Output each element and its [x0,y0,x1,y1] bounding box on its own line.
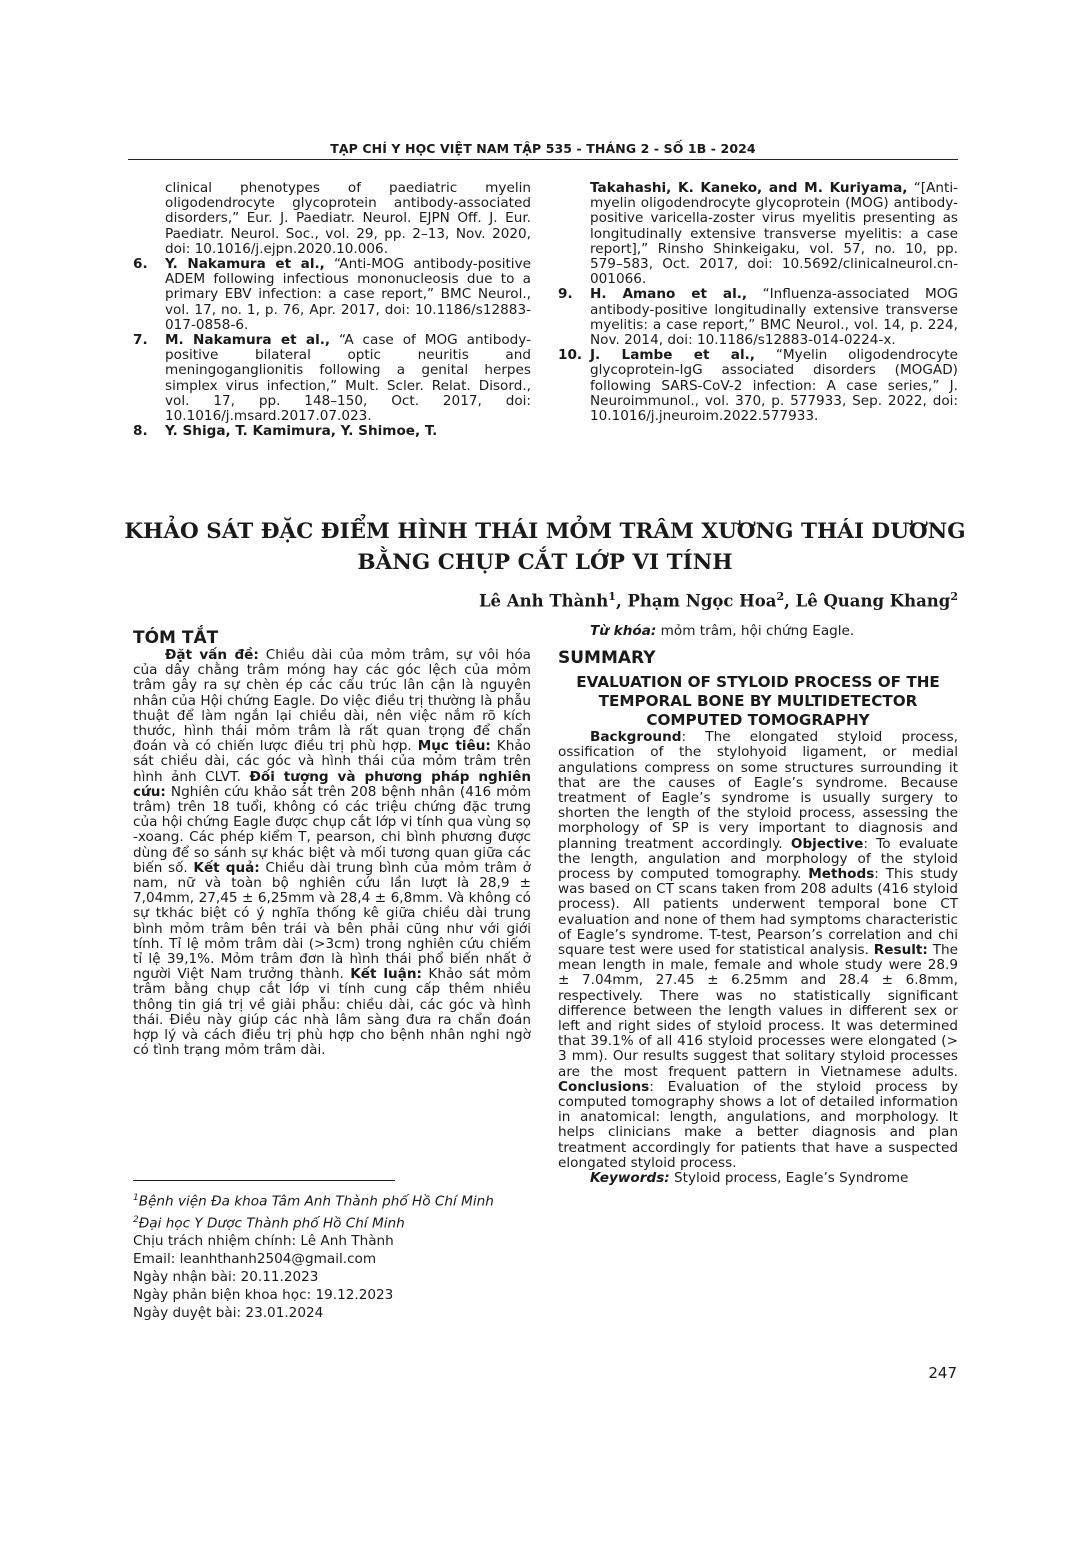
article-title [100,516,990,578]
corresponding-email: Email: leanhthanh2504@gmail.com [133,1251,377,1268]
label-methods-en: Methods [808,866,875,883]
reference-authors: Y. Shiga, T. Kamimura, Y. Shimoe, T. [165,423,438,440]
label-methods-vi: Đối tượng và phương pháp nghiên cứu: [133,768,531,800]
corresponding-author: Chịu trách nhiệm chính: Lê Anh Thành [133,1233,394,1250]
summary-heading: SUMMARY [558,648,656,669]
date-reviewed: Ngày phản biện khoa học: 19.12.2023 [133,1287,394,1304]
running-header: TẠP CHÍ Y HỌC VIỆT NAM TẬP 535 - THÁNG 2 - SỐ 1B - 2024 [330,141,756,156]
text-result-en: The mean length in male, female and whole study were 28.9 ± 7.04mm, 27.45 ± 6.25mm and 28.4 ± 6.8mm, respectively. There was no statistically significant difference between the length values in different sex or left and right sides of styloid process. It was determined that 39.1% of all 416 styloid processes were elongated (> 3 mm). Our results suggest that solitary styloid processes are the most frequent pattern in Vietnamese adults. [558,942,958,1080]
author-affiliation: 2 [950,590,958,603]
text-background-en: : The elongated styloid process, ossification of the stylohyoid ligament, or medial angulations compress on some structures surrounding it that are the causes of Eagle’s syndrome. Because treatment of Eagle’s syndrome is usually surgery to shorten the length of the styloid process, assessing the morphology of SP is very important to diagnosis and planning treatment accordingly. [558,729,958,852]
reference-authors: Y. Nakamura et al., [165,256,325,273]
keywords-text-vi: mỏm trâm, hội chứng Eagle. [656,623,855,639]
affiliation-2 [133,1211,531,1233]
footnotes [133,1189,531,1322]
page-number: 247 [928,1364,957,1382]
reference-text: “Influenza-associated MOG antibody-positive longitudinally extensive transverse myelitis: a case report,” BMC Neurol., vol. 14, p. 224, Nov. 2014, doi: 10.1186/s12883-014-0224-x. [590,286,959,349]
label-conclusions-en: Conclusions [558,1078,650,1095]
author-name: Lê Anh Thành [478,591,609,611]
references-right-column [558,181,958,424]
reference-text: “[Anti-myelin oligodendrocyte glycoprotein (MOG) antibody-positive varicella-zoster virus myelitis presenting as longitudinally extensive transverse myelitis: a case report],” Rinsho Shinkeigaku, vol. 57, no. 10, pp. 579–583, Oct. 2017, doi: 10.5692/clinicalneurol.cn-001066. [590,180,959,288]
reference-8-continuation [558,181,958,287]
affiliation-marker: 1 [133,1193,139,1203]
reference-10 [558,348,958,424]
abstract-body-en [558,730,958,1171]
date-received: Ngày nhận bài: 20.11.2023 [133,1269,319,1286]
reference-authors: J. Lambe et al., [590,347,755,364]
reference-number: 9. [558,286,573,303]
reference-text: “A case of MOG antibody-positive bilateral optic neuritis and meningoganglionitis following a genital herpes simplex virus infection,” Mult. Scler. Relat. Disord., vol. 17, pp. 148–150, Oct. 2017, doi: 10.1016/j.msard.2017.07.023. [165,332,531,425]
reference-8 [133,424,531,439]
reference-number: 8. [133,423,148,440]
text-conclusions-en: : Evaluation of the styloid process by computed tomography shows a lot of detailed information in anatomical: length, angulations, and morphology. It helps clinicians make a better diagnosis and plan treatment accordingly for patients that have a suspected elongated styloid process. [558,1078,958,1171]
keywords-text-en: Styloid process, Eagle’s Syndrome [669,1170,909,1187]
keywords-en [558,1171,958,1186]
keywords-label-en: Keywords: [590,1170,670,1187]
reference-text: “Myelin oligodendrocyte glycoprotein-IgG associated disorders (MOGAD) following SARS-CoV-2 infection: A case series,” J. Neuroimmunol., vol. 370, p. 577933, Sep. 2022, doi: 10.1016/j.jneuroim.2022.577933. [590,347,958,425]
author-separator: , [615,591,628,611]
author-affiliation: 1 [608,590,616,603]
keywords-vi [558,624,958,639]
author-name: Phạm Ngọc Hoa [627,591,777,611]
text-results-vi: Chiều dài trung bình của mỏm trâm ở nam, nữ và toàn bộ nghiên cứu lần lượt là 28,9 ± 7,04mm, 27,45 ± 6,25mm và 28,4 ± 6,8mm. Và không có sự tkhác biệt có ý nghĩa thống kê giữa chiều dài trung bình mỏm trâm bên trái và bên phải cũng như với giới tính. Tỉ lệ mỏm trâm dài (>3cm) trong nghiên cứu chiếm tỉ lệ 39,1%. Mỏm trâm đơn là hình thái phổ biến nhất ở người Việt Nam trưởng thành. [133,859,531,983]
label-background-en: Background [590,729,682,746]
reference-authors: H. Amano et al., [590,286,748,303]
reference-text: “Anti-MOG antibody-positive ADEM following infectious mononucleosis due to a primary EBV infection: a case report,” BMC Neurol., vol. 17, no. 1, p. 76, Apr. 2017, doi: 10.1186/s12883-017-0858-6. [165,256,531,333]
reference-number: 7. [133,332,148,349]
reference-authors: M. Nakamura et al., [165,332,331,349]
label-objective-en: Objective [790,835,864,852]
label-result-en: Result: [873,942,928,959]
abstract-heading-vi: TÓM TẮT [133,628,219,648]
label-objective-vi: Mục tiêu: [417,738,491,755]
affiliation-marker: 2 [133,1214,139,1225]
reference-5-continuation: clinical phenotypes of paediatric myelin oligodendrocyte glycoprotein antibody-associated disorders,” Eur. J. Paediatr. Neurol. EJPN Off. J. Eur. Paediatr. Neurol. Soc., vol. 29, pp. 2–13, Nov. 2020, doi: 10.1016/j.ejpn.2020.10.006. [165,180,531,257]
reference-number: 6. [133,256,148,273]
affiliation-text: Đại học Y Dược Thành phố Hồ Chí Minh [138,1215,405,1232]
reference-7 [133,333,531,424]
article-title-line-1: KHẢO SÁT ĐẶC ĐIỂM HÌNH THÁI MỎM TRÂM XƯƠNG THÁI DƯƠNG [124,519,966,544]
affiliation-text: Bệnh viện Đa khoa Tâm Anh Thành phố Hồ Chí Minh [138,1193,494,1210]
text-methods-en: : This study was based on CT scans taken from 208 adults (416 styloid process). All patients underwent temporal bone CT evaluation and none of them had symptoms characteristic of Eagle’s syndrome. T-test, Pearson’s correlation and chi square test were used for statistical analysis. [558,866,958,959]
author-affiliation: 2 [776,590,785,603]
reference-authors: Takahashi, K. Kaneko, and M. Kuriyama, [590,180,908,196]
reference-6 [133,257,531,333]
keywords-label-vi: Từ khóa: [590,623,657,639]
abstract-body-vi [133,648,531,1058]
text-objective-vi: Khảo sát chiều dài, các góc và hình thái của mỏm trâm trên hình ảnh CLVT. [133,738,531,785]
vietnamese-abstract [133,628,531,1058]
header-rule [128,159,958,160]
label-results-vi: Kết quả: [193,859,260,876]
date-accepted: Ngày duyệt bài: 23.01.2024 [133,1305,324,1322]
author-name: Lê Quang Khang [795,591,951,611]
footnote-rule [133,1180,395,1181]
label-conclusion-vi: Kết luận: [350,966,422,983]
english-abstract-column [558,624,958,1186]
text-methods-vi: Nghiên cứu khảo sát trên 208 bệnh nhân (416 mỏm trâm) trên 18 tuổi, không có các triệu chứng đặc trưng của hội chứng Eagle được chụp cắt lớp vi tính qua vùng sọ -xoang. Các phép kiểm T, pearson, chi bình phương được dùng để so sánh sự khác biệt và mối tương quan giữa các biến số. [133,783,531,876]
reference-9 [558,287,958,348]
affiliation-1 [133,1189,531,1211]
article-title-line-2: BẰNG CHỤP CẮT LỚP VI TÍNH [357,550,733,575]
english-title: EVALUATION OF STYLOID PROCESS OF THE TEMPORAL BONE BY MULTIDETECTOR COMPUTED TOMOGRAPHY [576,673,940,730]
references-left-column [133,181,531,439]
label-background-vi: Đặt vấn đề: [165,647,259,663]
author-separator: , [784,591,796,611]
reference-number: 10. [558,347,583,364]
text-objective-en: : To evaluate the length, angulation and morphology of the styloid process by computed tomography. [558,835,959,883]
text-conclusion-vi: Khảo sát mỏm trâm bằng chụp cắt lớp vi tính cung cấp thêm nhiều thông tin giá trị về giải phẫu: chiều dài, các góc và hình thái. Điều này giúp các nhà lâm sàng đưa ra chẩn đoán hợp lý và cách điều trị phù hợp cho bệnh nhân nghi ngờ có tình trạng mỏm trâm dài. [133,966,532,1059]
text-background-vi: Chiều dài của mỏm trâm, sự vôi hóa của dây chằng trâm móng hay các góc lệch của mỏm trâm gây ra sự chèn ép các cấu trúc lân cận là nguyên nhân của Hội chứng Eagle. Do việc điều trị thường là phẫu thuật để làm ngắn lại chiều dài, nên việc nắm rõ kích thước, hình thái mỏm trâm là rất quan trọng để chẩn đoán và có chiến lược điều trị phù hợp. [133,647,531,755]
author-list [479,590,958,611]
